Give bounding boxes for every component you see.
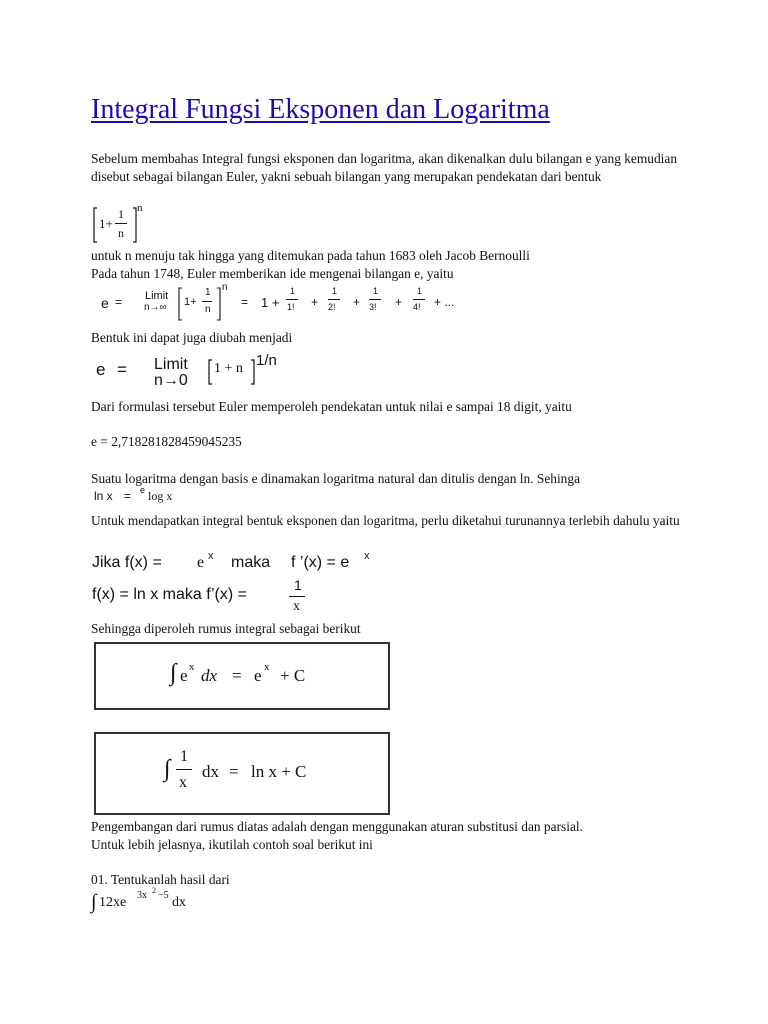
formula2-num: 1 [205, 287, 211, 298]
formula2-exp: n [222, 282, 228, 293]
jika-c: maka [231, 554, 271, 571]
formula-ln-lhs: ln x [94, 489, 113, 503]
formula-box-exp [94, 642, 390, 710]
integral-icon: ∫ [164, 756, 171, 782]
box1-eq: = [232, 666, 242, 685]
formula3-limit: Limit [154, 356, 188, 373]
series-term-bar [328, 299, 340, 300]
box2-den: x [179, 774, 187, 791]
formula2-den: n [205, 304, 211, 315]
formula3-limit-sub: n→0 [154, 372, 188, 389]
euler-line: Pada tahun 1748, Euler memberikan ide mengenai bilangan e, yaitu [91, 266, 454, 281]
series-term-den: 3! [369, 302, 377, 312]
formula-bernoulli [91, 204, 151, 244]
soal-dx: dx [172, 895, 186, 910]
series-term-bar [286, 299, 298, 300]
series-term-den: 4! [413, 302, 421, 312]
series-term-den: 1! [287, 302, 295, 312]
formula2-eq2: = [241, 295, 249, 309]
soal-exp-rest: −5 [158, 890, 169, 901]
integral-icon: ∫ [170, 660, 177, 686]
formula-den: n [118, 226, 124, 240]
formula-one-plus: 1+ [99, 216, 113, 231]
integral-icon: ∫ [91, 891, 97, 913]
formula-euler-series [101, 282, 481, 324]
changed-line: Bentuk ini dapat juga diubah menjadi [91, 330, 293, 345]
formula-soal [91, 886, 211, 919]
box1-dx: dx [201, 666, 218, 685]
box2-bar [176, 769, 192, 770]
formula-exp: n [137, 202, 143, 214]
formula2-bar [202, 301, 212, 302]
soal-1: 01. Tentukanlah hasil dari [91, 872, 230, 887]
box2-dx: dx [202, 762, 219, 781]
box1-exp: x [189, 661, 195, 673]
box1-rhs-exp: x [264, 661, 270, 673]
series-term-op: + [353, 295, 361, 309]
jika-b: e [197, 554, 205, 571]
formula2-limit-sub: n→∞ [144, 302, 167, 313]
soal-coef: 12xe [99, 895, 127, 910]
series-term-bar [413, 299, 425, 300]
page-title[interactable]: Integral Fungsi Eksponen dan Logaritma [91, 94, 550, 125]
ln-line: Suatu logaritma dengan basis e dinamakan logaritma natural dan ditulis dengan ln. Sehinga [91, 471, 581, 486]
box2-rhs: ln x + C [251, 762, 307, 781]
box2-num: 1 [180, 748, 188, 765]
box2-eq: = [229, 762, 239, 781]
jika-b-exp: x [208, 550, 214, 562]
formula-box-log [94, 732, 390, 815]
series-term-bar [369, 299, 381, 300]
formula-ln [94, 486, 214, 506]
formula2-lhs: e [101, 295, 109, 311]
approx-line: Dari formulasi tersebut Euler memperoleh pendekatan untuk nilai e sampai 18 digit, yaitu [91, 399, 572, 414]
formula3-exp: 1/n [256, 352, 277, 369]
formula-ln-eq: = [124, 489, 132, 503]
rumus-line: Sehingga diperoleh rumus integral sebagai berikut [91, 621, 361, 636]
jika-d-exp: x [364, 550, 370, 562]
box1-plus: + C [280, 666, 306, 685]
series-term-op: + [395, 295, 403, 309]
contoh-line: Untuk lebih jelasnya, ikutilah contoh soal berikut ini [91, 837, 373, 852]
formula3-eq: = [117, 360, 127, 379]
formula2-one: 1+ [184, 296, 197, 308]
formula-ln-log: log x [148, 489, 173, 503]
formula-turunan [92, 552, 412, 622]
jika-a: Jika f(x) = [92, 554, 162, 571]
series-term-num: 1 [417, 286, 423, 296]
jika2-bar [289, 596, 305, 597]
jika2-a: f(x) = ln x maka f’(x) = [92, 586, 247, 603]
series-term-num: 1 [373, 286, 379, 296]
soal-exp-pow: 2 [152, 886, 156, 895]
formula2-eq: = [115, 295, 123, 309]
turunan-line: Untuk mendapatkan integral bentuk eksponen dan logaritma, perlu diketahui turunannya terlebih dahulu yaitu [91, 513, 680, 528]
formula2-limit: Limit [145, 290, 169, 302]
jika-d: f ’(x) = e [291, 554, 350, 571]
series-term-op: + ... [434, 295, 455, 309]
e-value: e = 2,718281828459045235 [91, 434, 242, 449]
formula2-series-start: 1 + [261, 295, 280, 310]
formula3-inner: 1 + n [214, 361, 243, 376]
formula3-lhs: e [96, 360, 106, 379]
box1-rhs: e [254, 666, 262, 685]
intro-paragraph: Sebelum membahas Integral fungsi eksponen dan logaritma, akan dikenalkan dulu bilangan e yang kemudian disebut sebagai bilangan Euler, yakni sebuah bilangan yang merupakan pendekatan dari bentuk [91, 151, 678, 184]
formula-num: 1 [118, 207, 124, 221]
series-term-num: 1 [332, 286, 338, 296]
series-term-op: + [311, 295, 319, 309]
formula-ln-base: e [140, 485, 146, 495]
jika2-num: 1 [294, 577, 302, 593]
formula-fraction-bar [115, 223, 127, 224]
formula-limit-zero [96, 352, 296, 392]
series-term-num: 1 [290, 286, 296, 296]
pengembangan-line: Pengembangan dari rumus diatas adalah dengan menggunakan aturan substitusi dan parsial. [91, 819, 583, 834]
bernoulli-line: untuk n menuju tak hingga yang ditemukan pada tahun 1683 oleh Jacob Bernoulli [91, 248, 530, 263]
jika2-den: x [293, 599, 300, 614]
box1-e: e [180, 666, 188, 685]
series-term-den: 2! [328, 302, 336, 312]
soal-exp: 3x [137, 890, 147, 901]
